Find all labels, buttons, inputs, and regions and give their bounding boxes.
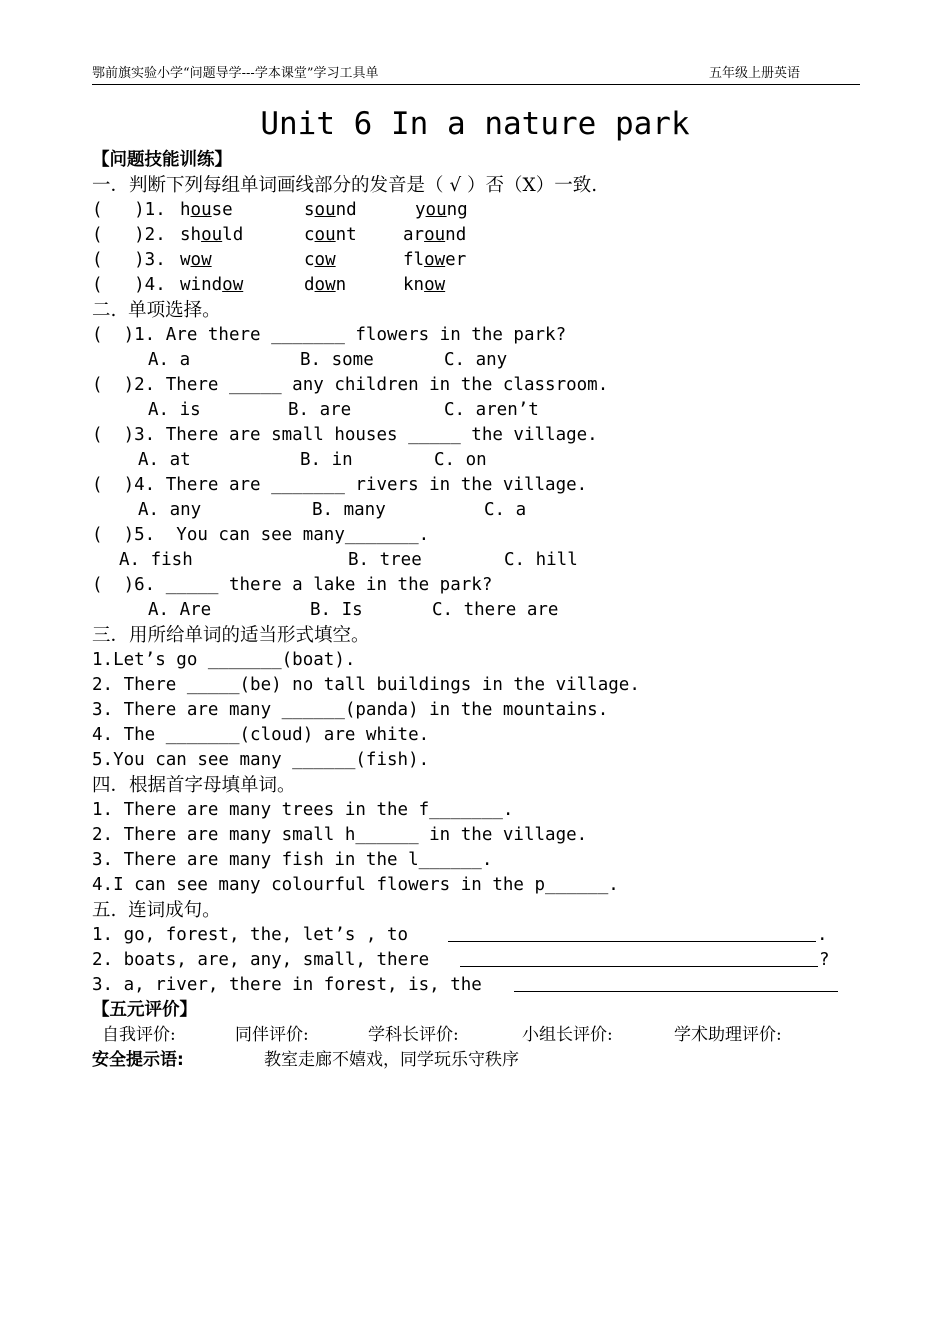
underlined-part: ou bbox=[314, 200, 336, 220]
word bbox=[304, 223, 357, 248]
part4-heading: 四．根据首字母填单词。 bbox=[92, 775, 296, 796]
word bbox=[415, 198, 468, 223]
word-start: ar bbox=[403, 225, 425, 245]
scrambled-words: 3. a, river, there in forest, is, the bbox=[92, 975, 493, 995]
item-number: ( )1. bbox=[92, 200, 177, 220]
word-start: w bbox=[180, 250, 191, 270]
option: C. a bbox=[484, 500, 527, 520]
item-number: ( )2. bbox=[92, 225, 177, 245]
word bbox=[180, 273, 243, 298]
option: A. fish bbox=[119, 550, 193, 570]
option: A. Are bbox=[148, 600, 212, 620]
part2-items bbox=[92, 323, 862, 623]
word-start: fl bbox=[403, 250, 425, 270]
exercise-line: 3. There are many fish in the l______. bbox=[92, 850, 493, 870]
school-name: 鄂前旗实验小学“问题导学---学本课堂”学习工具单 bbox=[92, 66, 379, 81]
underlined-part: ou bbox=[190, 200, 212, 220]
word bbox=[403, 248, 466, 273]
word-start: c bbox=[304, 225, 315, 245]
underlined-part: ow bbox=[424, 250, 446, 270]
question: ( )5. You can see many_______. bbox=[92, 525, 430, 545]
part3-heading: 三．用所给单词的适当形式填空。 bbox=[92, 625, 370, 646]
exercise-line: 1.Let’s go _______(boat). bbox=[92, 650, 356, 670]
answer-line[interactable] bbox=[460, 948, 818, 967]
word bbox=[304, 198, 357, 223]
pronunciation-item bbox=[92, 198, 862, 223]
page-header bbox=[92, 66, 860, 85]
safety-label: 安全提示语: bbox=[92, 1050, 184, 1070]
part5-items bbox=[92, 923, 862, 998]
item-number: ( )3. bbox=[92, 250, 177, 270]
part4-items bbox=[92, 798, 862, 898]
options-row bbox=[92, 548, 862, 573]
option: B. tree bbox=[348, 550, 422, 570]
word-end: nd bbox=[335, 200, 357, 220]
underlined-part: ow bbox=[314, 275, 336, 295]
sentence-item bbox=[92, 923, 862, 948]
underlined-part: ou bbox=[424, 225, 446, 245]
word-start: c bbox=[304, 250, 315, 270]
option: B. in bbox=[300, 450, 353, 470]
word bbox=[304, 273, 346, 298]
option: A. at bbox=[138, 450, 191, 470]
options-row bbox=[92, 498, 862, 523]
answer-line[interactable] bbox=[514, 973, 838, 992]
word-end: er bbox=[445, 250, 467, 270]
word-start: wind bbox=[180, 275, 223, 295]
pronunciation-item bbox=[92, 223, 862, 248]
skills-heading: 【问题技能训练】 bbox=[92, 150, 232, 170]
option: A. is bbox=[148, 400, 201, 420]
exercise-line: 4. The _______(cloud) are white. bbox=[92, 725, 430, 745]
evaluation-item: 小组长评价: bbox=[522, 1025, 613, 1045]
option: A. a bbox=[148, 350, 191, 370]
option: B. Is bbox=[310, 600, 363, 620]
sentence-end-mark: ? bbox=[819, 950, 830, 970]
word-start: d bbox=[304, 275, 315, 295]
question: ( )3. There are small houses _____ the village. bbox=[92, 425, 598, 445]
question: ( )4. There are _______ rivers in the village. bbox=[92, 475, 588, 495]
exercise-line: 4.I can see many colourful flowers in the p______. bbox=[92, 875, 619, 895]
option: B. some bbox=[300, 350, 374, 370]
evaluation-row bbox=[92, 1023, 862, 1048]
option: C. aren’t bbox=[444, 400, 539, 420]
option: C. there are bbox=[432, 600, 559, 620]
exercise-line: 2. There are many small h______ in the village. bbox=[92, 825, 588, 845]
question: ( )6. _____ there a lake in the park? bbox=[92, 575, 493, 595]
word bbox=[180, 223, 243, 248]
word-end: nd bbox=[445, 225, 467, 245]
options-row bbox=[92, 348, 862, 373]
item-number: ( )4. bbox=[92, 275, 177, 295]
evaluation-item: 自我评价: bbox=[102, 1025, 176, 1045]
underlined-part: ou bbox=[425, 200, 447, 220]
underlined-part: ow bbox=[190, 250, 212, 270]
sentence-item bbox=[92, 948, 862, 973]
page-title: Unit 6 In a nature park bbox=[260, 106, 690, 142]
question: ( )1. Are there _______ flowers in the park? bbox=[92, 325, 567, 345]
underlined-part: ou bbox=[314, 225, 336, 245]
scrambled-words: 2. boats, are, any, small, there bbox=[92, 950, 440, 970]
word bbox=[403, 223, 466, 248]
part3-items bbox=[92, 648, 862, 773]
word-start: kn bbox=[403, 275, 425, 295]
option: B. many bbox=[312, 500, 386, 520]
safety-text: 教室走廊不嬉戏，同学玩乐守秩序 bbox=[264, 1050, 519, 1070]
word-start: sh bbox=[180, 225, 202, 245]
word-end: n bbox=[335, 275, 347, 295]
word-start: y bbox=[415, 200, 426, 220]
question: ( )2. There _____ any children in the classroom. bbox=[92, 375, 609, 395]
word-start: s bbox=[304, 200, 315, 220]
underlined-part: ou bbox=[201, 225, 223, 245]
word bbox=[403, 273, 445, 298]
option: C. on bbox=[434, 450, 487, 470]
underlined-part: ow bbox=[222, 275, 244, 295]
worksheet-body bbox=[92, 148, 862, 1073]
evaluation-item: 学科长评价: bbox=[368, 1025, 459, 1045]
underlined-part: ow bbox=[314, 250, 336, 270]
evaluation-item: 学术助理评价: bbox=[674, 1025, 782, 1045]
option: A. any bbox=[138, 500, 202, 520]
part1-items bbox=[92, 198, 862, 298]
safety-row bbox=[92, 1048, 862, 1073]
word-end: se bbox=[211, 200, 233, 220]
word bbox=[180, 248, 212, 273]
options-row bbox=[92, 398, 862, 423]
exercise-line: 3. There are many ______(panda) in the mountains. bbox=[92, 700, 609, 720]
sentence-item bbox=[92, 973, 862, 998]
option: B. are bbox=[288, 400, 352, 420]
word-start: h bbox=[180, 200, 191, 220]
pronunciation-item bbox=[92, 273, 862, 298]
word-end: ld bbox=[222, 225, 244, 245]
grade-subject: 五年级上册英语 bbox=[709, 66, 801, 81]
option: C. hill bbox=[504, 550, 578, 570]
part1-heading: 一．判断下列每组单词画线部分的发音是（ √ ）否（X）一致. bbox=[92, 175, 598, 196]
evaluation-item: 同伴评价: bbox=[235, 1025, 309, 1045]
word bbox=[304, 248, 336, 273]
sentence-end-mark: . bbox=[817, 925, 828, 945]
underlined-part: ow bbox=[424, 275, 446, 295]
exercise-line: 1. There are many trees in the f_______. bbox=[92, 800, 514, 820]
options-row bbox=[92, 448, 862, 473]
exercise-line: 5.You can see many ______(fish). bbox=[92, 750, 430, 770]
part2-heading: 二. 单项选择。 bbox=[92, 300, 221, 321]
scrambled-words: 1. go, forest, the, let’s , to bbox=[92, 925, 419, 945]
word-end: nt bbox=[335, 225, 357, 245]
exercise-line: 2. There _____(be) no tall buildings in the village. bbox=[92, 675, 640, 695]
part5-heading: 五. 连词成句。 bbox=[92, 900, 221, 921]
word-end: ng bbox=[446, 200, 468, 220]
evaluation-heading: 【五元评价】 bbox=[92, 1000, 197, 1020]
word bbox=[180, 198, 233, 223]
options-row bbox=[92, 598, 862, 623]
option: C. any bbox=[444, 350, 508, 370]
pronunciation-item bbox=[92, 248, 862, 273]
answer-line[interactable] bbox=[448, 923, 816, 942]
